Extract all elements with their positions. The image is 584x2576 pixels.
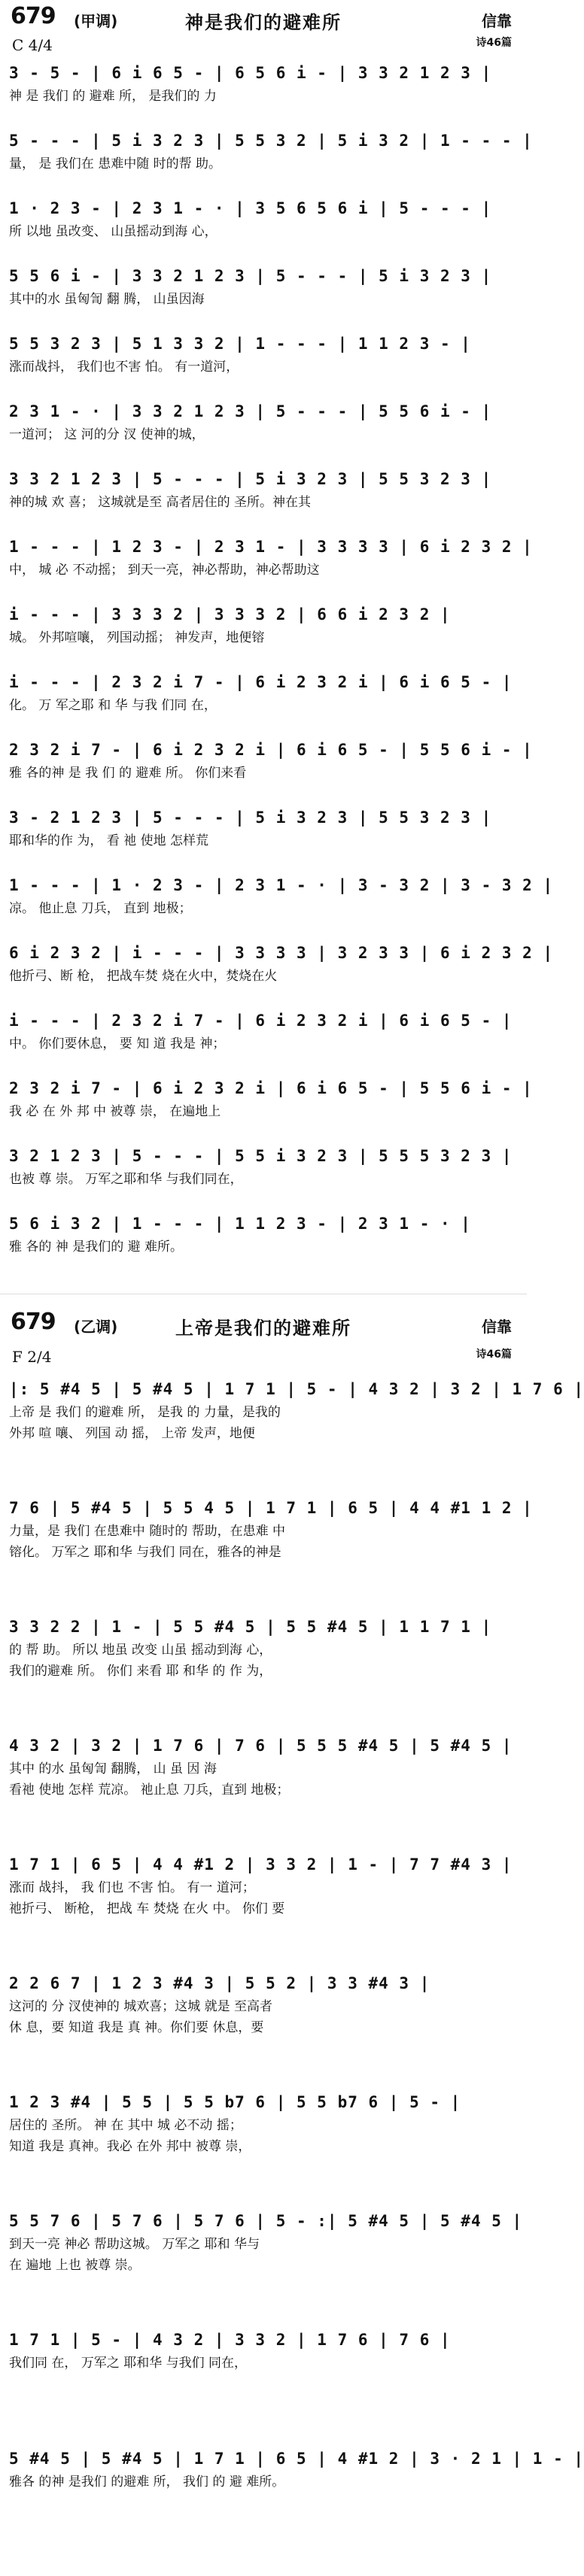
score-line bbox=[9, 1376, 584, 1444]
notation-line: 4 3 2 | 3 2 | 1 7 6 | 7 6 | 5 5 5 #4 5 | 5 #4 5 | bbox=[9, 1737, 513, 1755]
notation-line: 1 · 2 3 - | 2 3 1 - · | 3 5 6 5 6 i | 5 - - - | bbox=[9, 199, 492, 217]
lyric-line: 我 必 在 外 邦 中 被尊 崇， 在遍地上 bbox=[9, 1104, 221, 1119]
score-line bbox=[9, 940, 554, 987]
score-line bbox=[9, 534, 533, 581]
score-line bbox=[9, 263, 518, 310]
lyric-line: 耶和华的作 为， 看 祂 使地 怎样荒 bbox=[9, 833, 209, 848]
song-title: 上帝是我们的避难所 bbox=[175, 1318, 351, 1339]
lyric-line: 他折弓、断 枪， 把战车焚 烧在火中，焚烧在火 bbox=[9, 969, 278, 984]
lyric-line: 所 以地 虽改变、 山虽摇动到海 心， bbox=[9, 224, 217, 239]
score-line bbox=[9, 196, 518, 242]
notation-line: 1 7 1 | 6 5 | 4 4 #1 2 | 3 3 2 | 1 - | 7 7 #4 3 | bbox=[9, 1855, 513, 1874]
notation-line: 7 6 | 5 #4 5 | 5 5 4 5 | 1 7 1 | 6 5 | 4 4 #1 1 2 | bbox=[9, 1499, 533, 1517]
lyric-line: 外邦 喧 嚷、 列国 动 摇， 上帝 发声，地便 bbox=[9, 1426, 255, 1441]
notation-line: 3 3 2 1 2 3 | 5 - - - | 5 i 3 2 3 | 5 5 3 2 3 | bbox=[9, 470, 492, 488]
lyric-line: 其中的水 虽匈訇 翻 腾， 山虽因海 bbox=[9, 292, 205, 307]
score-line bbox=[9, 1143, 518, 1190]
notation-line: 1 2 3 #4 | 5 5 | 5 5 b7 6 | 5 5 b7 6 | 5 - | bbox=[9, 2093, 461, 2111]
lyric-line: 凉。 他止息 刀兵， 直到 地极； bbox=[9, 901, 192, 916]
notation-line: 1 - - - | 1 2 3 - | 2 3 1 - | 3 3 3 3 | 6 i 2 3 2 | bbox=[9, 538, 533, 556]
song-a-header bbox=[0, 3, 527, 33]
song-b-meta bbox=[0, 1346, 527, 1369]
score-line bbox=[9, 331, 518, 378]
lyric-line: 中， 城 必 不动摇； 到天一亮，神必帮助，神必帮助这 bbox=[9, 563, 320, 578]
notation-line: 3 - 5 - | 6 i 6 5 - | 6 5 6 i - | 3 3 2 1 2 3 | bbox=[9, 64, 492, 82]
score-line bbox=[9, 737, 533, 784]
notation-line: 3 3 2 2 | 1 - | 5 5 #4 5 | 5 5 #4 5 | 1 1 7 1 | bbox=[9, 1618, 492, 1636]
score-line bbox=[9, 1495, 533, 1563]
song-key: (甲调) bbox=[74, 12, 118, 30]
notation-line: 5 5 3 2 3 | 5 1 3 3 2 | 1 - - - | 1 1 2 3 - | bbox=[9, 335, 471, 353]
song-b-header bbox=[0, 1309, 527, 1339]
score-line bbox=[9, 1076, 533, 1122]
lyric-line: 也被 尊 崇。 万军之耶和华 与我们同在， bbox=[9, 1172, 243, 1187]
score-line bbox=[9, 805, 518, 851]
song-title: 神是我们的避难所 bbox=[185, 12, 342, 33]
lyric-line: 雅 各的神 是 我 们 的 避难 所。 你们来看 bbox=[9, 766, 247, 781]
song-a-meta bbox=[0, 35, 527, 57]
notation-line: 2 3 2 i 7 - | 6 i 2 3 2 i | 6 i 6 5 - | 5 5 6 i - | bbox=[9, 741, 533, 759]
score-line bbox=[9, 1614, 518, 1682]
lyric-line: 的 帮 助。 所以 地虽 改变 山虽 摇动到海 心， bbox=[9, 1643, 272, 1658]
notation-line: i - - - | 2 3 2 i 7 - | 6 i 2 3 2 i | 6 i 6 5 - | bbox=[9, 1012, 513, 1030]
lyric-line: 神的城 欢 喜； 这城就是至 高者居住的 圣所。神在其 bbox=[9, 495, 312, 510]
score-line bbox=[9, 128, 533, 174]
notation-line: 5 5 6 i - | 3 3 2 1 2 3 | 5 - - - | 5 i 3 2 3 | bbox=[9, 267, 492, 285]
lyric-line: 这河的 分 汊使神的 城欢喜；这城 就是 至高者 bbox=[9, 1999, 273, 2014]
song-category: 信靠 bbox=[482, 1318, 512, 1336]
lyric-line: 一道河； 这 河的分 汊 使神的城， bbox=[9, 427, 205, 442]
notation-line: 5 #4 5 | 5 #4 5 | 1 7 1 | 6 5 | 4 #1 2 | 3 · 2 1 | 1 - | bbox=[9, 2450, 584, 2468]
score-line bbox=[9, 669, 518, 716]
lyric-line: 知道 我是 真神。我必 在外 邦中 被尊 崇， bbox=[9, 2139, 251, 2154]
score-line bbox=[9, 1852, 518, 1919]
notation-line: i - - - | 3 3 3 2 | 3 3 3 2 | 6 6 i 2 3 2 | bbox=[9, 605, 451, 624]
lyric-line: 力量，是 我们 在患难中 随时的 帮助，在患难 中 bbox=[9, 1524, 286, 1539]
scripture-reference: 诗46篇 bbox=[476, 1349, 512, 1361]
lyric-line: 涨而战抖， 我们也不害 怕。 有一道河， bbox=[9, 360, 239, 375]
lyric-line: 中。 你们要休息， 要 知 道 我是 神； bbox=[9, 1036, 226, 1051]
lyric-line: 上帝 是 我们 的避难 所， 是我 的 力量，是我的 bbox=[9, 1405, 281, 1420]
scripture-reference: 诗46篇 bbox=[476, 37, 512, 49]
lyric-line: 镕化。 万军之 耶和华 与我们 同在，雅各的神是 bbox=[9, 1545, 281, 1560]
score-line bbox=[9, 1008, 518, 1054]
lyric-line: 休 息，要 知道 我是 真 神。你们要 休息，要 bbox=[9, 2020, 264, 2035]
notation-line: 3 2 1 2 3 | 5 - - - | 5 5 i 3 2 3 | 5 5 5 3 2 3 | bbox=[9, 1147, 513, 1165]
notation-line: 5 - - - | 5 i 3 2 3 | 5 5 3 2 | 5 i 3 2 | 1 - - - | bbox=[9, 132, 533, 150]
time-signature: F 2/4 bbox=[12, 1348, 52, 1366]
score-line bbox=[9, 2327, 518, 2374]
score-line bbox=[9, 2208, 523, 2276]
song-number: 679 bbox=[11, 1309, 56, 1335]
score-line bbox=[9, 60, 518, 107]
score-line bbox=[9, 2446, 584, 2493]
lyric-line: 我们同 在， 万军之 耶和华 与我们 同在， bbox=[9, 2356, 248, 2371]
lyric-line: 雅 各的 神 是我们的 避 难所。 bbox=[9, 1239, 184, 1255]
notation-line: i - - - | 2 3 2 i 7 - | 6 i 2 3 2 i | 6 i 6 5 - | bbox=[9, 673, 513, 691]
notation-line: |: 5 #4 5 | 5 #4 5 | 1 7 1 | 5 - | 4 3 2 | 3 2 | 1 7 6 | bbox=[9, 1380, 584, 1398]
lyric-line: 看祂 使地 怎样 荒凉。 祂止息 刀兵，直到 地极； bbox=[9, 1783, 290, 1798]
lyric-line: 我们的避难 所。 你们 来看 耶 和华 的 作 为， bbox=[9, 1664, 272, 1679]
notation-line: 2 2 6 7 | 1 2 3 #4 3 | 5 5 2 | 3 3 #4 3 | bbox=[9, 1974, 430, 1992]
lyric-line: 祂折弓、 断枪， 把战 车 焚烧 在火 中。 你们 要 bbox=[9, 1901, 285, 1916]
notation-line: 6 i 2 3 2 | i - - - | 3 3 3 3 | 3 2 3 3 | 6 i 2 3 2 | bbox=[9, 944, 554, 962]
notation-line: 2 3 2 i 7 - | 6 i 2 3 2 i | 6 i 6 5 - | 5 5 6 i - | bbox=[9, 1079, 533, 1097]
lyric-line: 城。 外邦喧嚷， 列国动摇； 神发声，地便镕 bbox=[9, 630, 265, 645]
score-line bbox=[9, 1211, 518, 1258]
lyric-line: 居住的 圣所。 神 在 其中 城 必不动 摇； bbox=[9, 2118, 242, 2133]
song-key: (乙调) bbox=[74, 1318, 118, 1336]
notation-line: 2 3 1 - · | 3 3 2 1 2 3 | 5 - - - | 5 5 6 i - | bbox=[9, 402, 492, 420]
lyric-line: 量， 是 我们在 患难中随 时的帮 助。 bbox=[9, 156, 222, 171]
score-line bbox=[9, 602, 518, 648]
score-line bbox=[9, 2089, 518, 2157]
notation-line: 3 - 2 1 2 3 | 5 - - - | 5 i 3 2 3 | 5 5 3 2 3 | bbox=[9, 809, 492, 827]
lyric-line: 化。 万 军之耶 和 华 与我 们同 在， bbox=[9, 698, 217, 713]
song-number: 679 bbox=[11, 3, 56, 29]
score-line bbox=[9, 466, 518, 513]
notation-line: 1 7 1 | 5 - | 4 3 2 | 3 3 2 | 1 7 6 | 7 6 | bbox=[9, 2331, 451, 2349]
lyric-line: 到天一亮 神必 帮助这城。 万军之 耶和 华与 bbox=[9, 2237, 260, 2252]
lyric-line: 在 遍地 上也 被尊 崇。 bbox=[9, 2258, 141, 2273]
lyric-line: 神 是 我们 的 避难 所， 是我们的 力 bbox=[9, 89, 217, 104]
score-line bbox=[9, 872, 554, 919]
notation-line: 5 6 i 3 2 | 1 - - - | 1 1 2 3 - | 2 3 1 - · | bbox=[9, 1215, 471, 1233]
time-signature: C 4/4 bbox=[12, 36, 53, 54]
lyric-line: 其中 的水 虽匈訇 翻腾， 山 虽 因 海 bbox=[9, 1761, 217, 1776]
song-category: 信靠 bbox=[482, 12, 512, 30]
score-line bbox=[9, 1971, 518, 2038]
score-line bbox=[9, 399, 518, 445]
notation-line: 5 5 7 6 | 5 7 6 | 5 7 6 | 5 - :| 5 #4 5 | 5 #4 5 | bbox=[9, 2212, 523, 2230]
score-line bbox=[9, 1733, 518, 1801]
lyric-line: 涨而 战抖， 我 们也 不害 怕。 有一 道河； bbox=[9, 1880, 255, 1895]
lyric-line: 雅各 的神 是我们 的避难 所， 我们 的 避 难所。 bbox=[9, 2474, 285, 2490]
notation-line: 1 - - - | 1 · 2 3 - | 2 3 1 - · | 3 - 3 2 | 3 - 3 2 | bbox=[9, 876, 554, 894]
